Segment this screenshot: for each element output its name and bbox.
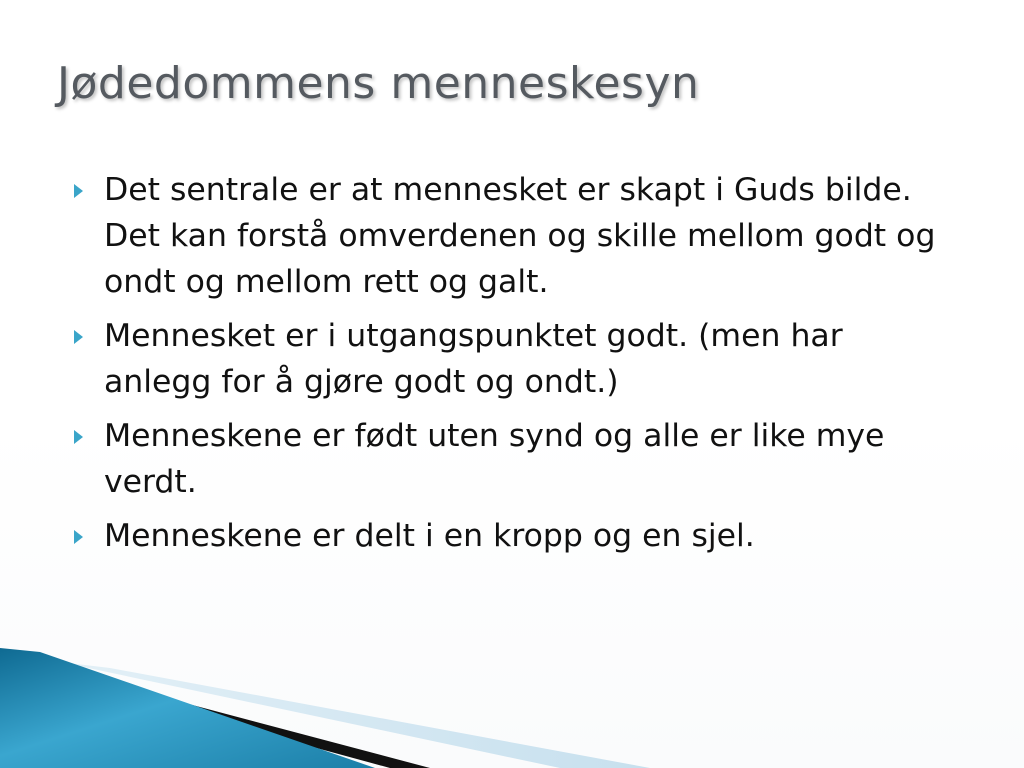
bullet-text: Menneskene er delt i en kropp og en sjel. [104, 518, 755, 554]
bullet-text: Det sentrale er at mennesket er skapt i Guds bilde. Det kan forstå omverdenen og skille mellom godt og ondt og mellom rett og galt. [104, 172, 936, 300]
slide-title: Jødedommens menneskesyn [57, 58, 700, 109]
bullet-text: Menneskene er født uten synd og alle er like mye verdt. [104, 418, 885, 500]
bullet-item [70, 513, 960, 559]
light-swoosh [60, 662, 650, 768]
triangle-right-icon [74, 430, 83, 444]
bullet-item [70, 413, 960, 505]
bullet-item [70, 313, 960, 405]
blue-swoosh [0, 648, 375, 768]
black-stripe [0, 654, 430, 768]
bullet-list [70, 167, 960, 567]
bullet-text: Mennesket er i utgangspunktet godt. (men har anlegg for å gjøre godt og ondt.) [104, 318, 843, 400]
triangle-right-icon [74, 184, 83, 198]
triangle-right-icon [74, 530, 83, 544]
triangle-right-icon [74, 330, 83, 344]
bullet-item [70, 167, 960, 305]
